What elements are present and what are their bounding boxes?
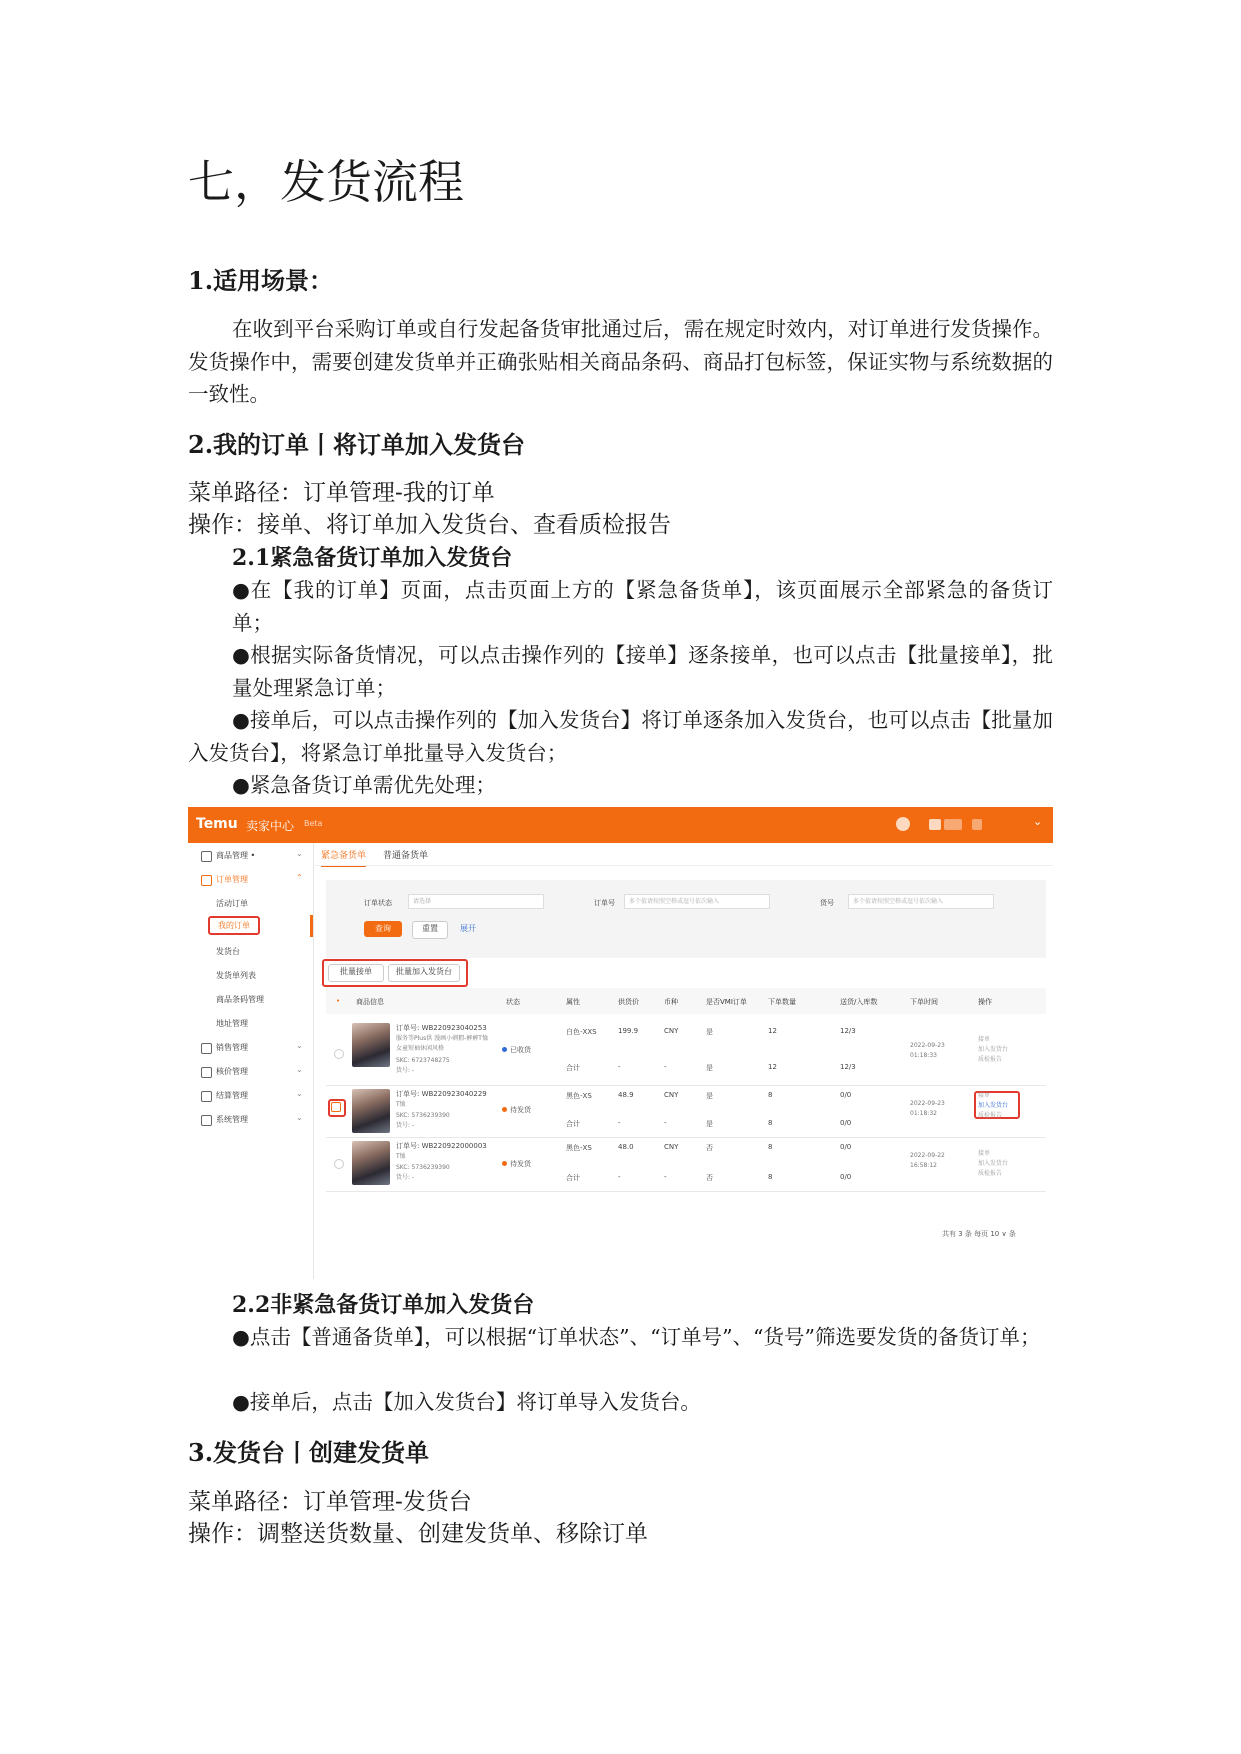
sidebar-item-sales[interactable] bbox=[188, 1037, 312, 1059]
deliver-qty: 0/0 bbox=[840, 1143, 852, 1151]
sidebar-item-products[interactable] bbox=[188, 845, 312, 867]
row-actions bbox=[978, 1035, 1008, 1065]
section-2-2-heading: 2.2非紧急备货订单加入发货台 bbox=[232, 1292, 535, 1318]
sidebar-item-label: 商品管理 • bbox=[216, 851, 256, 860]
sidebar-item-settlement[interactable] bbox=[188, 1085, 312, 1107]
order-qty: 12 bbox=[768, 1027, 777, 1035]
product-name: T恤 bbox=[396, 1153, 406, 1160]
sidebar-sub-activity-orders[interactable]: 活动订单 bbox=[216, 899, 248, 908]
sum-deliver: 0/0 bbox=[840, 1119, 852, 1127]
section-2-1-bullet-2: ●根据实际备货情况，可以点击操作列的【接单】逐条接单，也可以点击【批量接单】，批量处理紧急订单； bbox=[232, 643, 1053, 700]
status-text: 待发货 bbox=[510, 1160, 531, 1168]
embedded-screenshot bbox=[188, 807, 1053, 1279]
product-name: 服务等Plus供 漫画小刺猬-裤裤T恤女童短袖休闲风格 bbox=[396, 1035, 488, 1052]
header-indicator: • bbox=[336, 997, 341, 1005]
sidebar bbox=[188, 843, 314, 1279]
column-header: 供货价 bbox=[618, 998, 639, 1006]
product-name: T恤 bbox=[396, 1101, 406, 1108]
sum-price: - bbox=[618, 1173, 621, 1181]
section-2-menu-path: 菜单路径：订单管理-我的订单 bbox=[188, 480, 495, 506]
sum-vmi: 否 bbox=[706, 1174, 713, 1182]
section-1-paragraph: 在收到平台采购订单或自行发起备货审批通过后，需在规定时效内，对订单进行发货操作。发货操作中，需要创建发货单并正确张贴相关商品条码、商品打包标签，保证实物与系统数据的一致性。 bbox=[188, 317, 1053, 406]
status-dot bbox=[502, 1047, 507, 1052]
avatar[interactable] bbox=[944, 819, 962, 830]
status-badge bbox=[502, 1105, 531, 1115]
attribute: 黑色-XS bbox=[566, 1144, 592, 1152]
order-number-label: 订单号 bbox=[594, 899, 615, 907]
accept-link[interactable]: 接单 bbox=[978, 1036, 991, 1043]
sidebar-sub-address-management[interactable]: 地址管理 bbox=[216, 1019, 248, 1028]
section-2-1-heading: 2.1紧急备货订单加入发货台 bbox=[232, 545, 513, 571]
product-skc: SKC: 5736239390 bbox=[396, 1164, 450, 1171]
sum-qty: 12 bbox=[768, 1063, 777, 1071]
column-header: 属性 bbox=[566, 998, 580, 1006]
page-title: 七，发货流程 bbox=[188, 155, 464, 209]
product-skc: SKC: 5736239390 bbox=[396, 1112, 450, 1119]
chart-icon bbox=[201, 1043, 212, 1054]
status-dot bbox=[502, 1161, 507, 1166]
reset-button[interactable]: 重置 bbox=[412, 921, 448, 939]
sku-label: 货号 bbox=[820, 899, 834, 907]
row-checkbox[interactable] bbox=[334, 1049, 344, 1059]
sum-label: 合计 bbox=[566, 1174, 580, 1182]
section-2-heading: 2.我的订单丨将订单加入发货台 bbox=[188, 430, 526, 459]
status-text: 待发货 bbox=[510, 1106, 531, 1114]
column-header: 商品信息 bbox=[356, 998, 384, 1006]
order-time: 2022-09-23 01:18:33 bbox=[910, 1042, 945, 1059]
row-checkbox[interactable] bbox=[331, 1102, 341, 1112]
product-sku: 货号: - bbox=[396, 1067, 415, 1074]
sidebar-item-label: 结算管理 bbox=[216, 1091, 248, 1100]
order-time: 2022-09-23 01:18:32 bbox=[910, 1100, 945, 1117]
vmi-flag: 是 bbox=[706, 1092, 713, 1100]
sum-vmi: 是 bbox=[706, 1064, 713, 1072]
attribute: 白色-XXS bbox=[566, 1028, 597, 1036]
sidebar-item-label: 订单管理 bbox=[216, 875, 248, 884]
section-1-heading: 1.适用场景： bbox=[188, 266, 334, 295]
order-number: 订单号: WB22092304022​9 bbox=[396, 1090, 487, 1098]
sidebar-sub-shipment-list[interactable]: 发货单列表 bbox=[216, 971, 256, 980]
row-actions bbox=[978, 1091, 1008, 1121]
chevron-up-icon: ⌃ bbox=[296, 873, 303, 882]
product-sku: 货号: - bbox=[396, 1122, 415, 1129]
product-thumbnail bbox=[352, 1089, 390, 1133]
currency: CNY bbox=[664, 1091, 679, 1099]
column-header: 下单数量 bbox=[768, 998, 796, 1006]
row-actions bbox=[978, 1149, 1008, 1179]
sum-currency: - bbox=[664, 1173, 667, 1181]
sum-price: - bbox=[618, 1119, 621, 1127]
sidebar-sub-shipping-desk[interactable]: 发货台 bbox=[216, 947, 240, 956]
sidebar-item-label: 销售管理 bbox=[216, 1043, 248, 1052]
currency: CNY bbox=[664, 1143, 679, 1151]
sidebar-item-label: 核价管理 bbox=[216, 1067, 248, 1076]
chevron-down-icon: ⌄ bbox=[296, 849, 303, 858]
box-icon bbox=[201, 851, 212, 862]
bell-icon[interactable] bbox=[896, 817, 910, 831]
quality-report-link[interactable]: 质检报告 bbox=[978, 1112, 1003, 1119]
wallet-icon bbox=[201, 1091, 212, 1102]
section-2-2-bullet-1: ●点击【普通备货单】，可以根据“订单状态”、“订单号”、“货号”筛选要发货的备货订单； bbox=[232, 1325, 1041, 1349]
price: 48.0 bbox=[618, 1143, 634, 1151]
filter-panel bbox=[326, 880, 1046, 958]
table-row bbox=[326, 1085, 1046, 1138]
section-2-1-bullet-3: ●接单后，可以点击操作列的【加入发货台】将订单逐条加入发货台，也可以点击【批量加入发货台】，将紧急订单批量导入发货台； bbox=[188, 708, 1053, 765]
batch-accept-button[interactable]: 批量接单 bbox=[328, 964, 384, 982]
chevron-down-icon: ⌄ bbox=[296, 1089, 303, 1098]
quality-report-link[interactable]: 质检报告 bbox=[978, 1170, 1003, 1177]
column-header: 送货/入库数 bbox=[840, 998, 878, 1006]
add-to-desk-link[interactable]: 加入发货台 bbox=[978, 1046, 1009, 1053]
column-header: 状态 bbox=[506, 998, 520, 1006]
sum-qty: 8 bbox=[768, 1119, 773, 1127]
quality-report-link[interactable]: 质检报告 bbox=[978, 1056, 1003, 1063]
price: 199.9 bbox=[618, 1027, 639, 1035]
add-to-desk-link[interactable]: 加入发货台 bbox=[978, 1160, 1009, 1167]
order-number: 订单号: WB22092200000​3 bbox=[396, 1142, 487, 1150]
status-badge bbox=[502, 1045, 531, 1055]
vmi-flag: 是 bbox=[706, 1028, 713, 1036]
sum-price: - bbox=[618, 1063, 621, 1071]
account-icon[interactable] bbox=[972, 819, 982, 830]
vmi-flag: 否 bbox=[706, 1144, 713, 1152]
column-header: 下单时间 bbox=[910, 998, 938, 1006]
section-3-operations: 操作：调整送货数量、创建发货单、移除订单 bbox=[188, 1521, 648, 1547]
column-header: 是否VMI订单 bbox=[706, 998, 747, 1006]
sidebar-item-label: 系统管理 bbox=[216, 1115, 248, 1124]
order-number-input[interactable]: 多个值请按照空格或逗号依次输入 bbox=[624, 894, 770, 909]
attribute: 黑色-XS bbox=[566, 1092, 592, 1100]
accept-link[interactable]: 接单 bbox=[978, 1092, 991, 1099]
section-2-1-bullet-1: ●在【我的订单】页面，点击页面上方的【紧急备货单】，该页面展示全部紧急的备货订单； bbox=[232, 578, 1053, 635]
status-text: 已收货 bbox=[510, 1046, 531, 1054]
price: 48.9 bbox=[618, 1091, 634, 1099]
table-row bbox=[326, 1015, 1046, 1086]
order-qty: 8 bbox=[768, 1091, 773, 1099]
chevron-down-icon[interactable]: ⌄ bbox=[1033, 815, 1043, 828]
sku-input[interactable]: 多个值请按照空格或逗号依次输入 bbox=[848, 894, 994, 909]
brand-badge: Beta bbox=[304, 819, 323, 828]
sum-vmi: 是 bbox=[706, 1120, 713, 1128]
product-sku: 货号: - bbox=[396, 1174, 415, 1181]
order-number: 订单号: WB22092304025​3 bbox=[396, 1024, 487, 1032]
row-checkbox[interactable] bbox=[334, 1159, 344, 1169]
sum-currency: - bbox=[664, 1119, 667, 1127]
top-bar bbox=[188, 807, 1053, 843]
column-header: 币种 bbox=[664, 998, 678, 1006]
sum-label: 合计 bbox=[566, 1064, 580, 1072]
product-thumbnail bbox=[352, 1141, 390, 1185]
sum-qty: 8 bbox=[768, 1173, 773, 1181]
sum-currency: - bbox=[664, 1063, 667, 1071]
add-to-desk-link[interactable]: 加入发货台 bbox=[978, 1102, 1009, 1109]
chevron-down-icon: ⌄ bbox=[296, 1113, 303, 1122]
sidebar-item-orders[interactable] bbox=[188, 869, 312, 891]
chevron-down-icon: ⌄ bbox=[296, 1041, 303, 1050]
section-3-menu-path: 菜单路径：订单管理-发货台 bbox=[188, 1489, 472, 1515]
sum-deliver: 0/0 bbox=[840, 1173, 852, 1181]
tab-divider bbox=[313, 865, 1053, 866]
sum-deliver: 12/3 bbox=[840, 1063, 856, 1071]
pagination[interactable]: 共有 3 条 每页 10 ∨ 条 bbox=[942, 1230, 1016, 1238]
deliver-qty: 12/3 bbox=[840, 1027, 856, 1035]
product-skc: SKC: 6723748275 bbox=[396, 1057, 450, 1064]
sidebar-item-system[interactable] bbox=[188, 1109, 312, 1131]
chevron-down-icon: ⌄ bbox=[296, 1065, 303, 1074]
section-2-1-bullet-4: ●紧急备货订单需优先处理； bbox=[232, 773, 496, 797]
order-time: 2022-09-22 16:58:12 bbox=[910, 1152, 945, 1169]
accept-link[interactable]: 接单 bbox=[978, 1150, 991, 1157]
deliver-qty: 0/0 bbox=[840, 1091, 852, 1099]
sidebar-sub-barcode-management[interactable]: 商品条码管理 bbox=[216, 995, 264, 1004]
sum-label: 合计 bbox=[566, 1120, 580, 1128]
selected-indicator bbox=[310, 915, 313, 937]
order-status-select[interactable]: 请选择 bbox=[408, 894, 544, 909]
table-row bbox=[326, 1137, 1046, 1192]
product-thumbnail bbox=[352, 1023, 390, 1067]
section-2-2-bullet-2: ●接单后，点击【加入发货台】将订单导入发货台。 bbox=[232, 1390, 701, 1414]
order-icon bbox=[201, 875, 212, 886]
brand-logo: Temu bbox=[196, 816, 238, 832]
batch-add-to-desk-button[interactable]: 批量加入发货台 bbox=[388, 964, 460, 982]
column-header: 操作 bbox=[978, 998, 992, 1006]
tab-normal-orders[interactable]: 普通备货单 bbox=[383, 851, 429, 861]
menu-icon[interactable] bbox=[929, 819, 941, 830]
brand-subtitle: 卖家中心 bbox=[246, 819, 295, 833]
price-icon bbox=[201, 1067, 212, 1078]
query-button[interactable]: 查询 bbox=[364, 921, 402, 937]
section-3-heading: 3.发货台丨创建发货单 bbox=[188, 1438, 430, 1467]
expand-button[interactable]: 展开 bbox=[460, 924, 476, 933]
status-dot bbox=[502, 1107, 507, 1112]
currency: CNY bbox=[664, 1027, 679, 1035]
table-header bbox=[326, 988, 1046, 1014]
shield-icon bbox=[201, 1115, 212, 1126]
tab-urgent-orders[interactable]: 紧急备货单 bbox=[321, 848, 366, 867]
section-2-operations: 操作：接单、将订单加入发货台、查看质检报告 bbox=[188, 512, 671, 538]
order-qty: 8 bbox=[768, 1143, 773, 1151]
status-badge bbox=[502, 1159, 531, 1169]
order-status-label: 订单状态 bbox=[364, 899, 392, 907]
sidebar-item-pricing[interactable] bbox=[188, 1061, 312, 1083]
sidebar-sub-my-orders[interactable]: 我的订单 bbox=[208, 916, 260, 935]
